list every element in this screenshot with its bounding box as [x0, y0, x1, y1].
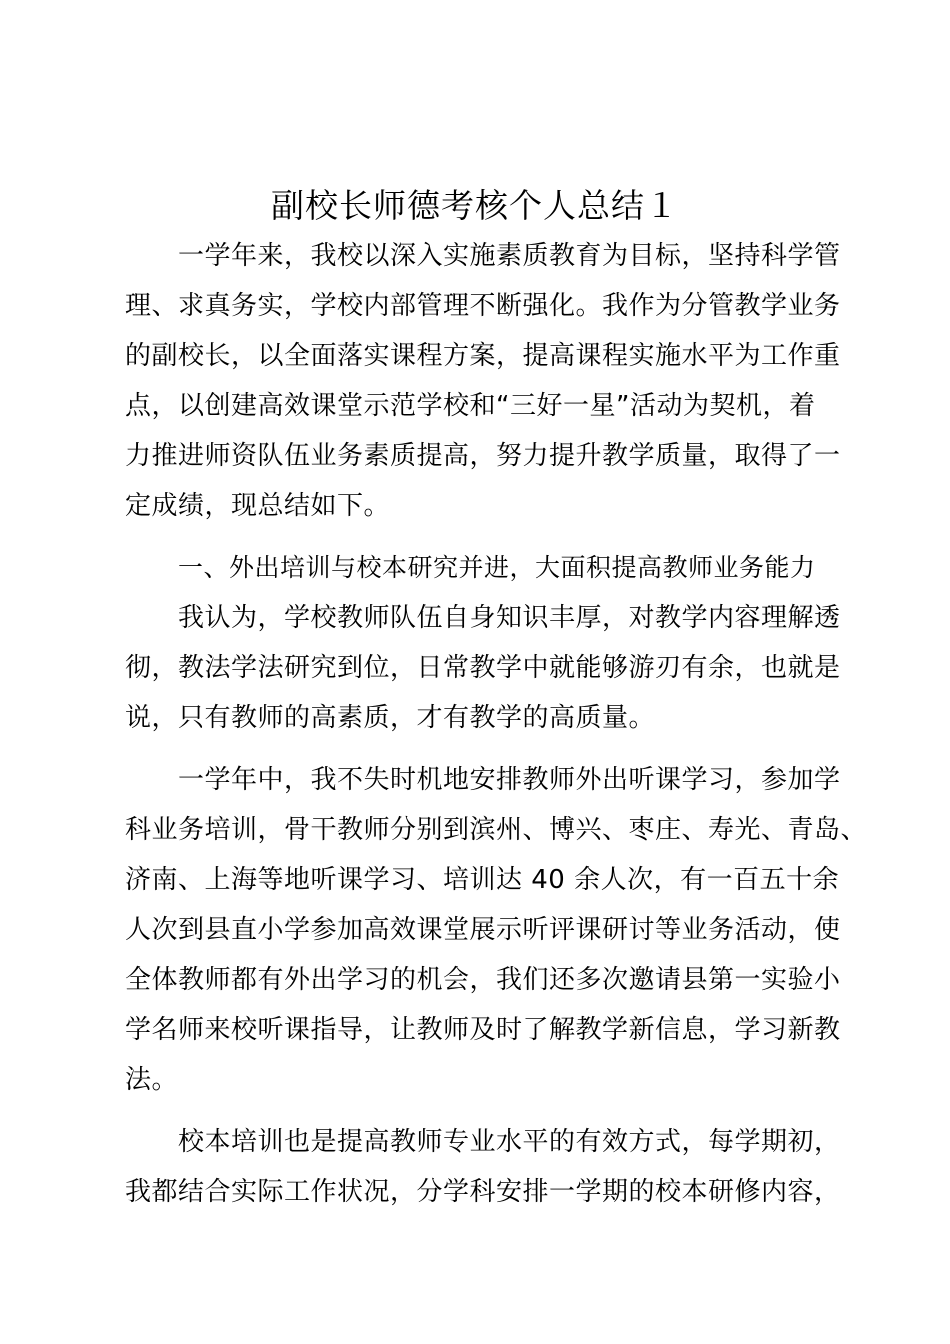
paragraph-spacer — [125, 743, 835, 755]
text-line: 理、求真务实，学校内部管理不断强化。我作为分管教学业务 — [125, 291, 841, 321]
paragraph-spacer — [125, 1105, 835, 1117]
paragraph-spacer — [125, 531, 835, 543]
paragraph-view — [125, 593, 841, 743]
text-line: 彻，教法学法研究到位，日常教学中就能够游刃有余，也就是 — [125, 653, 841, 683]
text-line: 说，只有教师的高素质，才有教学的高质量。 — [125, 703, 656, 733]
section-heading — [125, 543, 835, 593]
text-line: 校本培训也是提高教师专业水平的有效方式，每学期初， — [178, 1127, 841, 1157]
paragraph-training — [125, 755, 868, 1105]
text-line: 全体教师都有外出学习的机会，我们还多次邀请县第一实验小 — [125, 965, 841, 995]
text-line: 一、外出培训与校本研究并进，大面积提高教师业务能力 — [178, 553, 816, 582]
text-line: 法。 — [125, 1065, 179, 1095]
paragraph-intro — [125, 231, 841, 531]
document-title: 副校长师德考核个人总结１ — [271, 186, 679, 225]
text-line: 点，以创建高效课堂示范学校和“三好一星”活动为契机，着 — [125, 391, 816, 421]
document-body — [125, 231, 868, 1217]
text-line: 人次到县直小学参加高效课堂展示听评课研讨等业务活动，使 — [125, 915, 841, 945]
text-line: 济南、上海等地听课学习、培训达 40 余人次，有一百五十余 — [125, 865, 840, 895]
text-line: 定成绩，现总结如下。 — [125, 491, 391, 521]
text-line: 我都结合实际工作状况，分学科安排一学期的校本研修内容， — [125, 1177, 841, 1207]
text-line: 我认为，学校教师队伍自身知识丰厚，对教学内容理解透 — [178, 603, 841, 633]
text-line: 的副校长，以全面落实课程方案，提高课程实施水平为工作重 — [125, 341, 841, 371]
paragraph-school-training — [125, 1117, 841, 1217]
text-line: 学名师来校听课指导，让教师及时了解教学新信息，学习新教 — [125, 1015, 841, 1045]
text-line: 一学年中，我不失时机地安排教师外出听课学习，参加学 — [178, 765, 841, 795]
text-line: 一学年来，我校以深入实施素质教育为目标，坚持科学管 — [178, 241, 841, 271]
text-line: 力推进师资队伍业务素质提高，努力提升教学质量，取得了一 — [125, 441, 841, 471]
text-line: 科业务培训，骨干教师分别到滨州、博兴、枣庄、寿光、青岛、 — [125, 815, 868, 845]
